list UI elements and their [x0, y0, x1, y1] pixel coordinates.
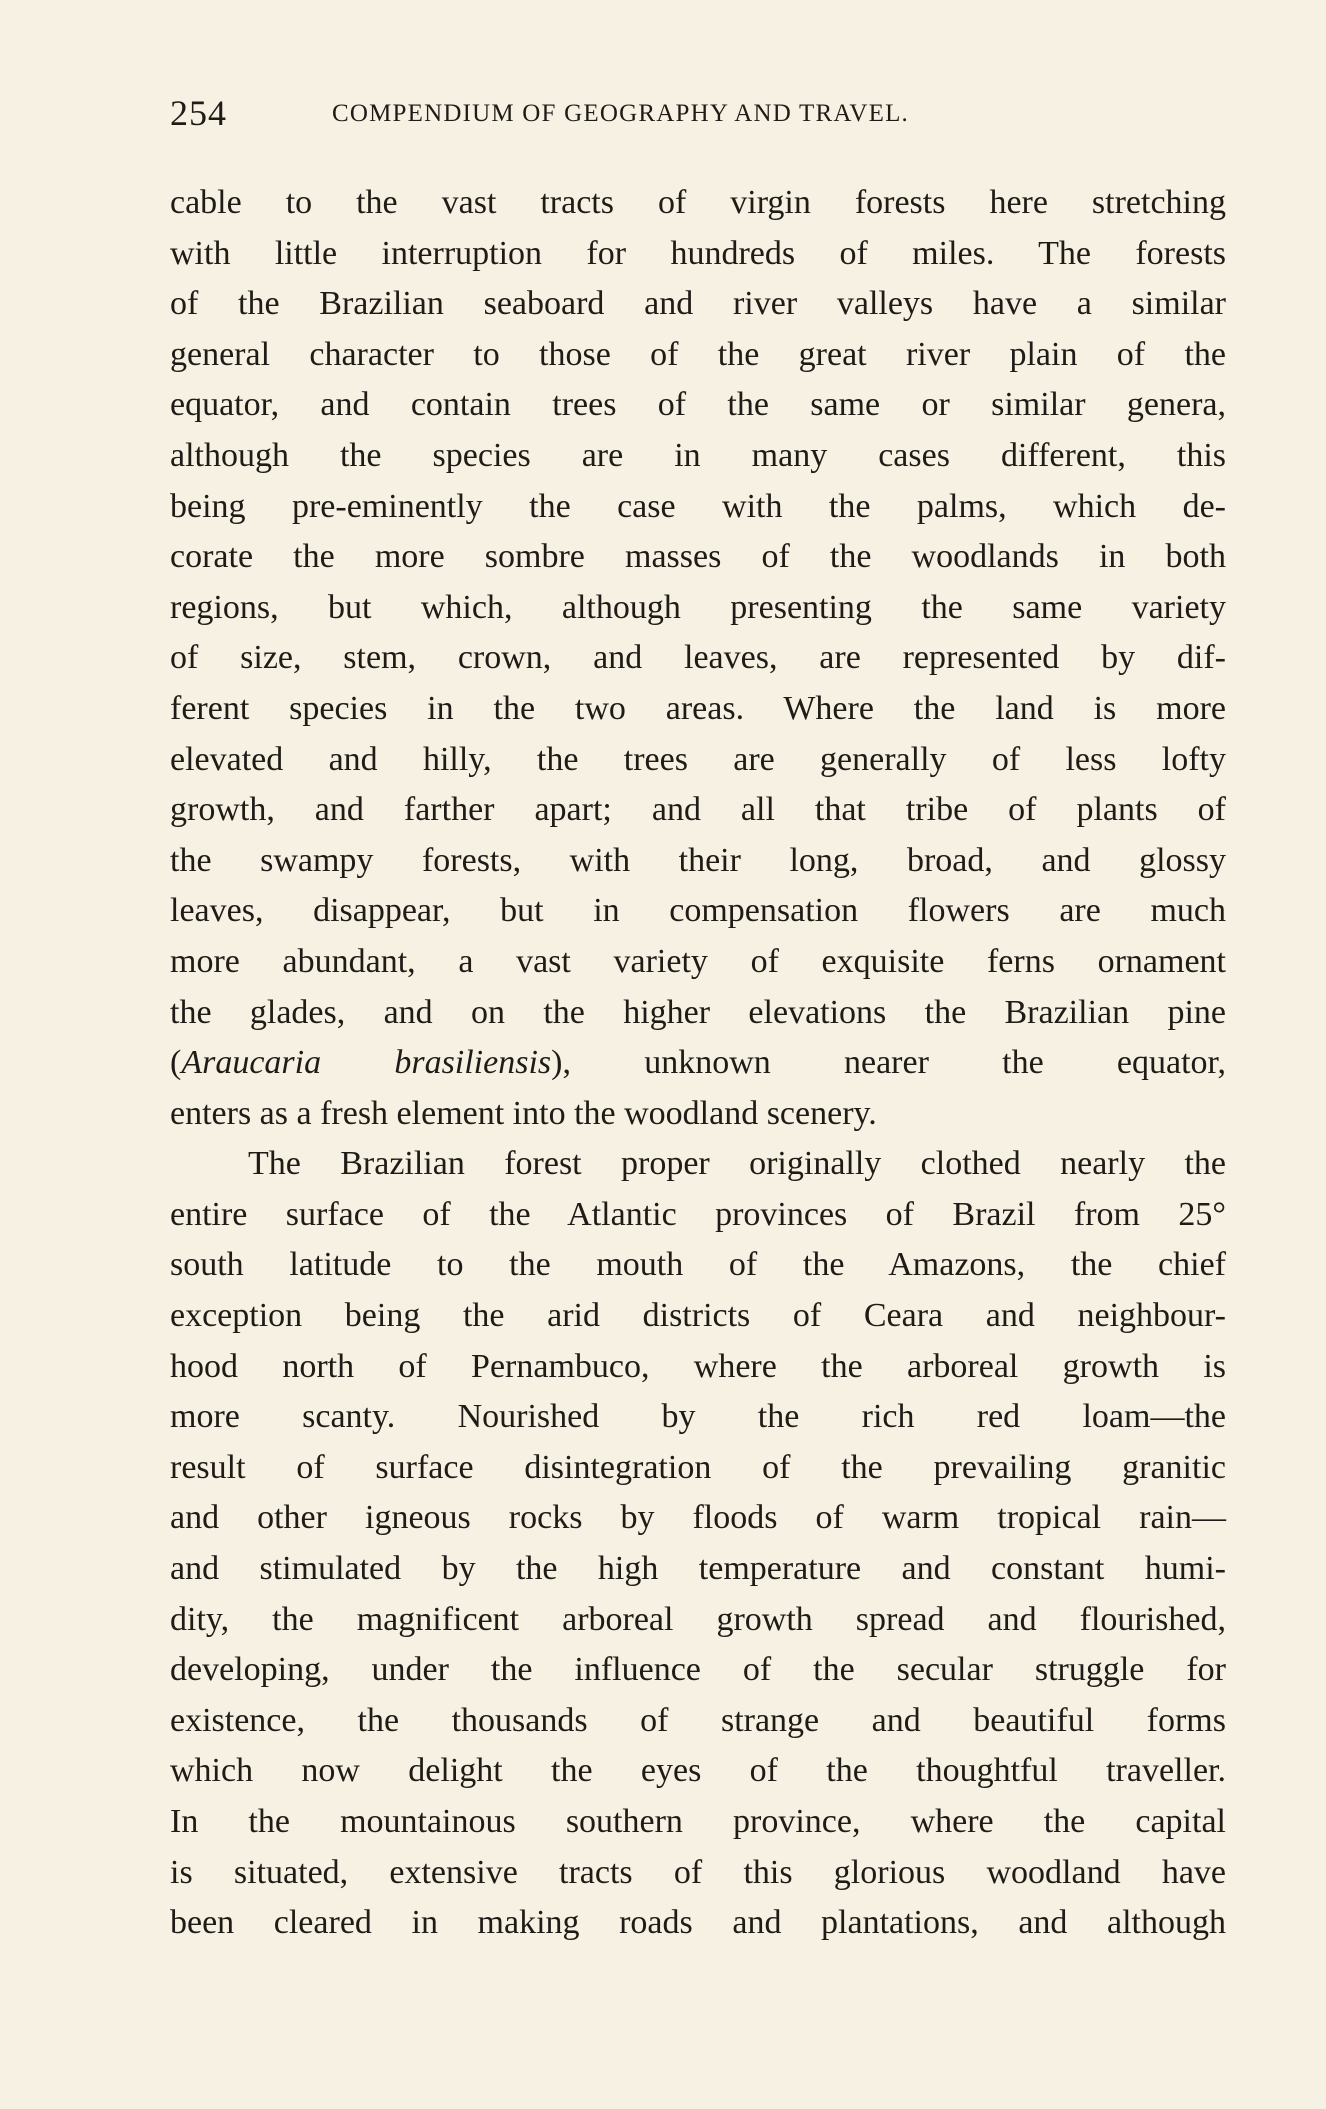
- text-line: of the Brazilian seaboard and river valleys have a similar: [170, 285, 1226, 323]
- text-line: with little interruption for hundreds of miles. The forests: [170, 234, 1226, 272]
- text-line: In the mountainous southern province, where the capital: [170, 1803, 1226, 1840]
- text-line: the glades, and on the higher elevations the Brazilian pine: [170, 993, 1226, 1031]
- text-line: which now delight the eyes of the thoughtful traveller.: [170, 1752, 1226, 1790]
- text-line: leaves, disappear, but in compensation flowers are much: [170, 892, 1226, 930]
- text-line: corate the more sombre masses of the woodlands in both: [170, 538, 1226, 576]
- text-line: hood north of Pernambuco, where the arboreal growth is: [170, 1347, 1226, 1385]
- paragraph-start-line: The Brazilian forest proper originally clothed nearly the: [248, 1145, 1226, 1183]
- page-number: 254: [170, 93, 227, 133]
- text-line: entire surface of the Atlantic provinces of Brazil from 25°: [170, 1195, 1226, 1233]
- text-line: cable to the vast tracts of virgin forests here stretching: [170, 184, 1226, 221]
- text-line: the swampy forests, with their long, broad, and glossy: [170, 841, 1226, 879]
- text-line: is situated, extensive tracts of this glorious woodland have: [170, 1853, 1226, 1891]
- text-line-with-scientific-name: [170, 1038, 1226, 1089]
- text-line: south latitude to the mouth of the Amazons, the chief: [170, 1246, 1226, 1284]
- text-line: result of surface disintegration of the prevailing granitic: [170, 1448, 1226, 1486]
- open-paren: (: [170, 1044, 182, 1082]
- text-line: more scanty. Nourished by the rich red loam—the: [170, 1398, 1226, 1436]
- text-line: developing, under the influence of the secular struggle for: [170, 1651, 1226, 1689]
- text-line: equator, and contain trees of the same or similar genera,: [170, 386, 1226, 424]
- text-line: and stimulated by the high temperature and constant humi-: [170, 1550, 1226, 1588]
- text-line: dity, the magnificent arboreal growth spread and flourished,: [170, 1600, 1226, 1638]
- text-line: elevated and hilly, the trees are generally of less lofty: [170, 740, 1226, 778]
- text-line: ferent species in the two areas. Where the land is more: [170, 689, 1226, 727]
- text-line: being pre-eminently the case with the palms, which de-: [170, 487, 1226, 525]
- scientific-name: Araucaria brasiliensis: [181, 1044, 552, 1082]
- text-line: although the species are in many cases different, this: [170, 436, 1226, 474]
- text-line: general character to those of the great river plain of the: [170, 335, 1226, 373]
- body-text: [170, 178, 1226, 1949]
- line-continuation: ), unknown nearer the equator,: [551, 1044, 1226, 1082]
- text-line: growth, and farther apart; and all that tribe of plants of: [170, 791, 1226, 829]
- text-line: and other igneous rocks by floods of warm tropical rain—: [170, 1499, 1226, 1537]
- paragraph-end-line: enters as a fresh element into the woodland scenery.: [170, 1094, 877, 1132]
- text-line: exception being the arid districts of Ceara and neighbour-: [170, 1297, 1226, 1335]
- text-line: of size, stem, crown, and leaves, are represented by dif-: [170, 639, 1226, 677]
- text-line: existence, the thousands of strange and beautiful forms: [170, 1701, 1226, 1739]
- running-title: COMPENDIUM OF GEOGRAPHY AND TRAVEL.: [332, 100, 910, 127]
- text-line: been cleared in making roads and plantations, and although: [170, 1904, 1226, 1942]
- text-line: more abundant, a vast variety of exquisite ferns ornament: [170, 942, 1226, 980]
- running-head: [170, 92, 1230, 138]
- text-line: regions, but which, although presenting the same variety: [170, 588, 1226, 626]
